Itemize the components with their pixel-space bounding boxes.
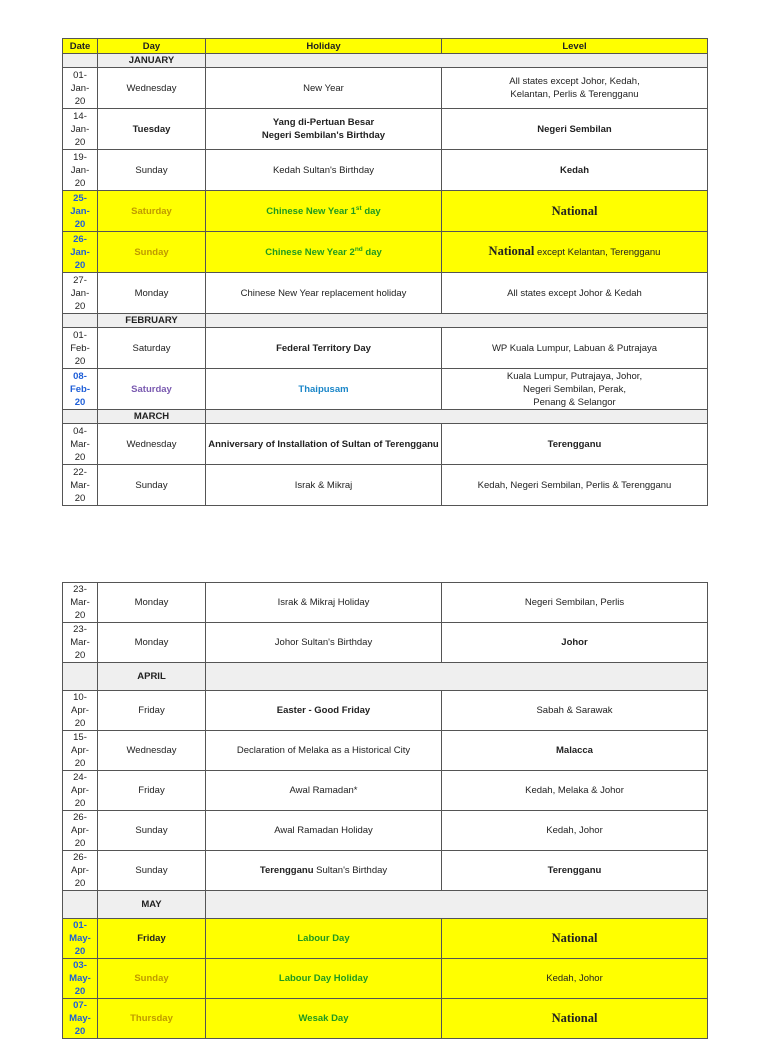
month-row-february: [63, 314, 708, 328]
table-row: [63, 424, 708, 465]
table-row: [63, 811, 708, 851]
table-row: [63, 623, 708, 663]
level-cell: Sabah & Sarawak: [442, 691, 708, 731]
day-cell: Sunday: [98, 232, 206, 273]
level-cell: Kedah, Negeri Sembilan, Perlis & Terengganu: [442, 465, 708, 506]
level-cell: Terengganu: [442, 424, 708, 465]
table-row-highlighted: [63, 191, 708, 232]
month-label: JANUARY: [98, 54, 206, 68]
day-cell: Sunday: [98, 959, 206, 999]
day-cell: Sunday: [98, 150, 206, 191]
level-cell: Terengganu: [442, 851, 708, 891]
date-cell: 14- Jan- 20: [63, 109, 98, 150]
table-row: [63, 851, 708, 891]
table-row: [63, 771, 708, 811]
holiday-table-1: [62, 38, 708, 506]
table-row: [63, 68, 708, 109]
table-row-highlighted: [63, 959, 708, 999]
holiday-cell: New Year: [206, 68, 442, 109]
holiday-cell: Yang di-Pertuan Besar Negeri Sembilan's Birthday: [206, 109, 442, 150]
date-cell: 01- Jan- 20: [63, 68, 98, 109]
level-cell: Kedah, Johor: [442, 811, 708, 851]
date-cell: 01- Feb- 20: [63, 328, 98, 369]
day-cell: Sunday: [98, 465, 206, 506]
holiday-cell: Kedah Sultan's Birthday: [206, 150, 442, 191]
holiday-cell: Wesak Day: [206, 999, 442, 1039]
table-row: [63, 583, 708, 623]
holiday-cell: Israk & Mikraj Holiday: [206, 583, 442, 623]
date-cell: 07- May- 20: [63, 999, 98, 1039]
table-row: [63, 731, 708, 771]
date-cell: 22- Mar- 20: [63, 465, 98, 506]
month-label: MARCH: [98, 410, 206, 424]
level-cell: Negeri Sembilan, Perlis: [442, 583, 708, 623]
table-row: [63, 369, 708, 410]
month-label: APRIL: [98, 663, 206, 691]
date-cell: 23- Mar- 20: [63, 623, 98, 663]
day-cell: Wednesday: [98, 731, 206, 771]
day-cell: Saturday: [98, 369, 206, 410]
table-row: [63, 273, 708, 314]
table-row: [63, 691, 708, 731]
date-cell: 03- May- 20: [63, 959, 98, 999]
level-cell: National: [442, 191, 708, 232]
holiday-cell: Chinese New Year 1st day: [206, 191, 442, 232]
holiday-cell: Declaration of Melaka as a Historical City: [206, 731, 442, 771]
day-cell: Wednesday: [98, 68, 206, 109]
date-cell: 15- Apr- 20: [63, 731, 98, 771]
month-row-april: [63, 663, 708, 691]
holiday-cell: Awal Ramadan*: [206, 771, 442, 811]
header-holiday: Holiday: [206, 39, 442, 54]
day-cell: Tuesday: [98, 109, 206, 150]
level-cell: National except Kelantan, Terengganu: [442, 232, 708, 273]
day-cell: Saturday: [98, 328, 206, 369]
holiday-cell: Labour Day: [206, 919, 442, 959]
date-cell: 08- Feb- 20: [63, 369, 98, 410]
table-row: [63, 465, 708, 506]
holiday-cell: Terengganu Sultan's Birthday: [206, 851, 442, 891]
day-cell: Sunday: [98, 851, 206, 891]
month-row-march: [63, 410, 708, 424]
date-cell: 19- Jan- 20: [63, 150, 98, 191]
level-cell: Johor: [442, 623, 708, 663]
day-cell: Thursday: [98, 999, 206, 1039]
date-cell: 10- Apr- 20: [63, 691, 98, 731]
holiday-cell: Federal Territory Day: [206, 328, 442, 369]
holiday-cell: Easter - Good Friday: [206, 691, 442, 731]
level-cell: National: [442, 919, 708, 959]
header-row: [63, 39, 708, 54]
table-row-highlighted: [63, 919, 708, 959]
day-cell: Friday: [98, 771, 206, 811]
holiday-table-2: [62, 582, 708, 1039]
holiday-cell: Johor Sultan's Birthday: [206, 623, 442, 663]
day-cell: Friday: [98, 691, 206, 731]
header-day: Day: [98, 39, 206, 54]
month-label: MAY: [98, 891, 206, 919]
level-cell: Kedah: [442, 150, 708, 191]
level-cell: All states except Johor, Kedah, Kelantan, Perlis & Terengganu: [442, 68, 708, 109]
level-cell: Negeri Sembilan: [442, 109, 708, 150]
day-cell: Sunday: [98, 811, 206, 851]
holiday-cell: Chinese New Year replacement holiday: [206, 273, 442, 314]
holiday-cell: Israk & Mikraj: [206, 465, 442, 506]
level-cell: All states except Johor & Kedah: [442, 273, 708, 314]
level-cell: Kedah, Johor: [442, 959, 708, 999]
date-cell: 04- Mar- 20: [63, 424, 98, 465]
header-date: Date: [63, 39, 98, 54]
date-cell: 26- Jan- 20: [63, 232, 98, 273]
date-cell: 27- Jan- 20: [63, 273, 98, 314]
table-row: [63, 150, 708, 191]
month-row-may: [63, 891, 708, 919]
holiday-cell: Labour Day Holiday: [206, 959, 442, 999]
date-cell: 26- Apr- 20: [63, 811, 98, 851]
date-cell: 25- Jan- 20: [63, 191, 98, 232]
day-cell: Monday: [98, 583, 206, 623]
month-row-january: [63, 54, 708, 68]
header-level: Level: [442, 39, 708, 54]
table-row: [63, 109, 708, 150]
level-cell: WP Kuala Lumpur, Labuan & Putrajaya: [442, 328, 708, 369]
date-cell: 23- Mar- 20: [63, 583, 98, 623]
date-cell: 01- May- 20: [63, 919, 98, 959]
date-cell: 24- Apr- 20: [63, 771, 98, 811]
table-row-highlighted: [63, 232, 708, 273]
level-cell: Malacca: [442, 731, 708, 771]
date-cell: 26- Apr- 20: [63, 851, 98, 891]
level-cell: National: [442, 999, 708, 1039]
day-cell: Monday: [98, 623, 206, 663]
holiday-cell: Thaipusam: [206, 369, 442, 410]
holiday-cell: Anniversary of Installation of Sultan of Terengganu: [206, 424, 442, 465]
day-cell: Saturday: [98, 191, 206, 232]
month-label: FEBRUARY: [98, 314, 206, 328]
table-row: [63, 328, 708, 369]
level-cell: Kuala Lumpur, Putrajaya, Johor, Negeri Sembilan, Perak, Penang & Selangor: [442, 369, 708, 410]
day-cell: Wednesday: [98, 424, 206, 465]
table-row-highlighted: [63, 999, 708, 1039]
day-cell: Monday: [98, 273, 206, 314]
holiday-cell: Awal Ramadan Holiday: [206, 811, 442, 851]
day-cell: Friday: [98, 919, 206, 959]
holiday-cell: Chinese New Year 2nd day: [206, 232, 442, 273]
level-cell: Kedah, Melaka & Johor: [442, 771, 708, 811]
